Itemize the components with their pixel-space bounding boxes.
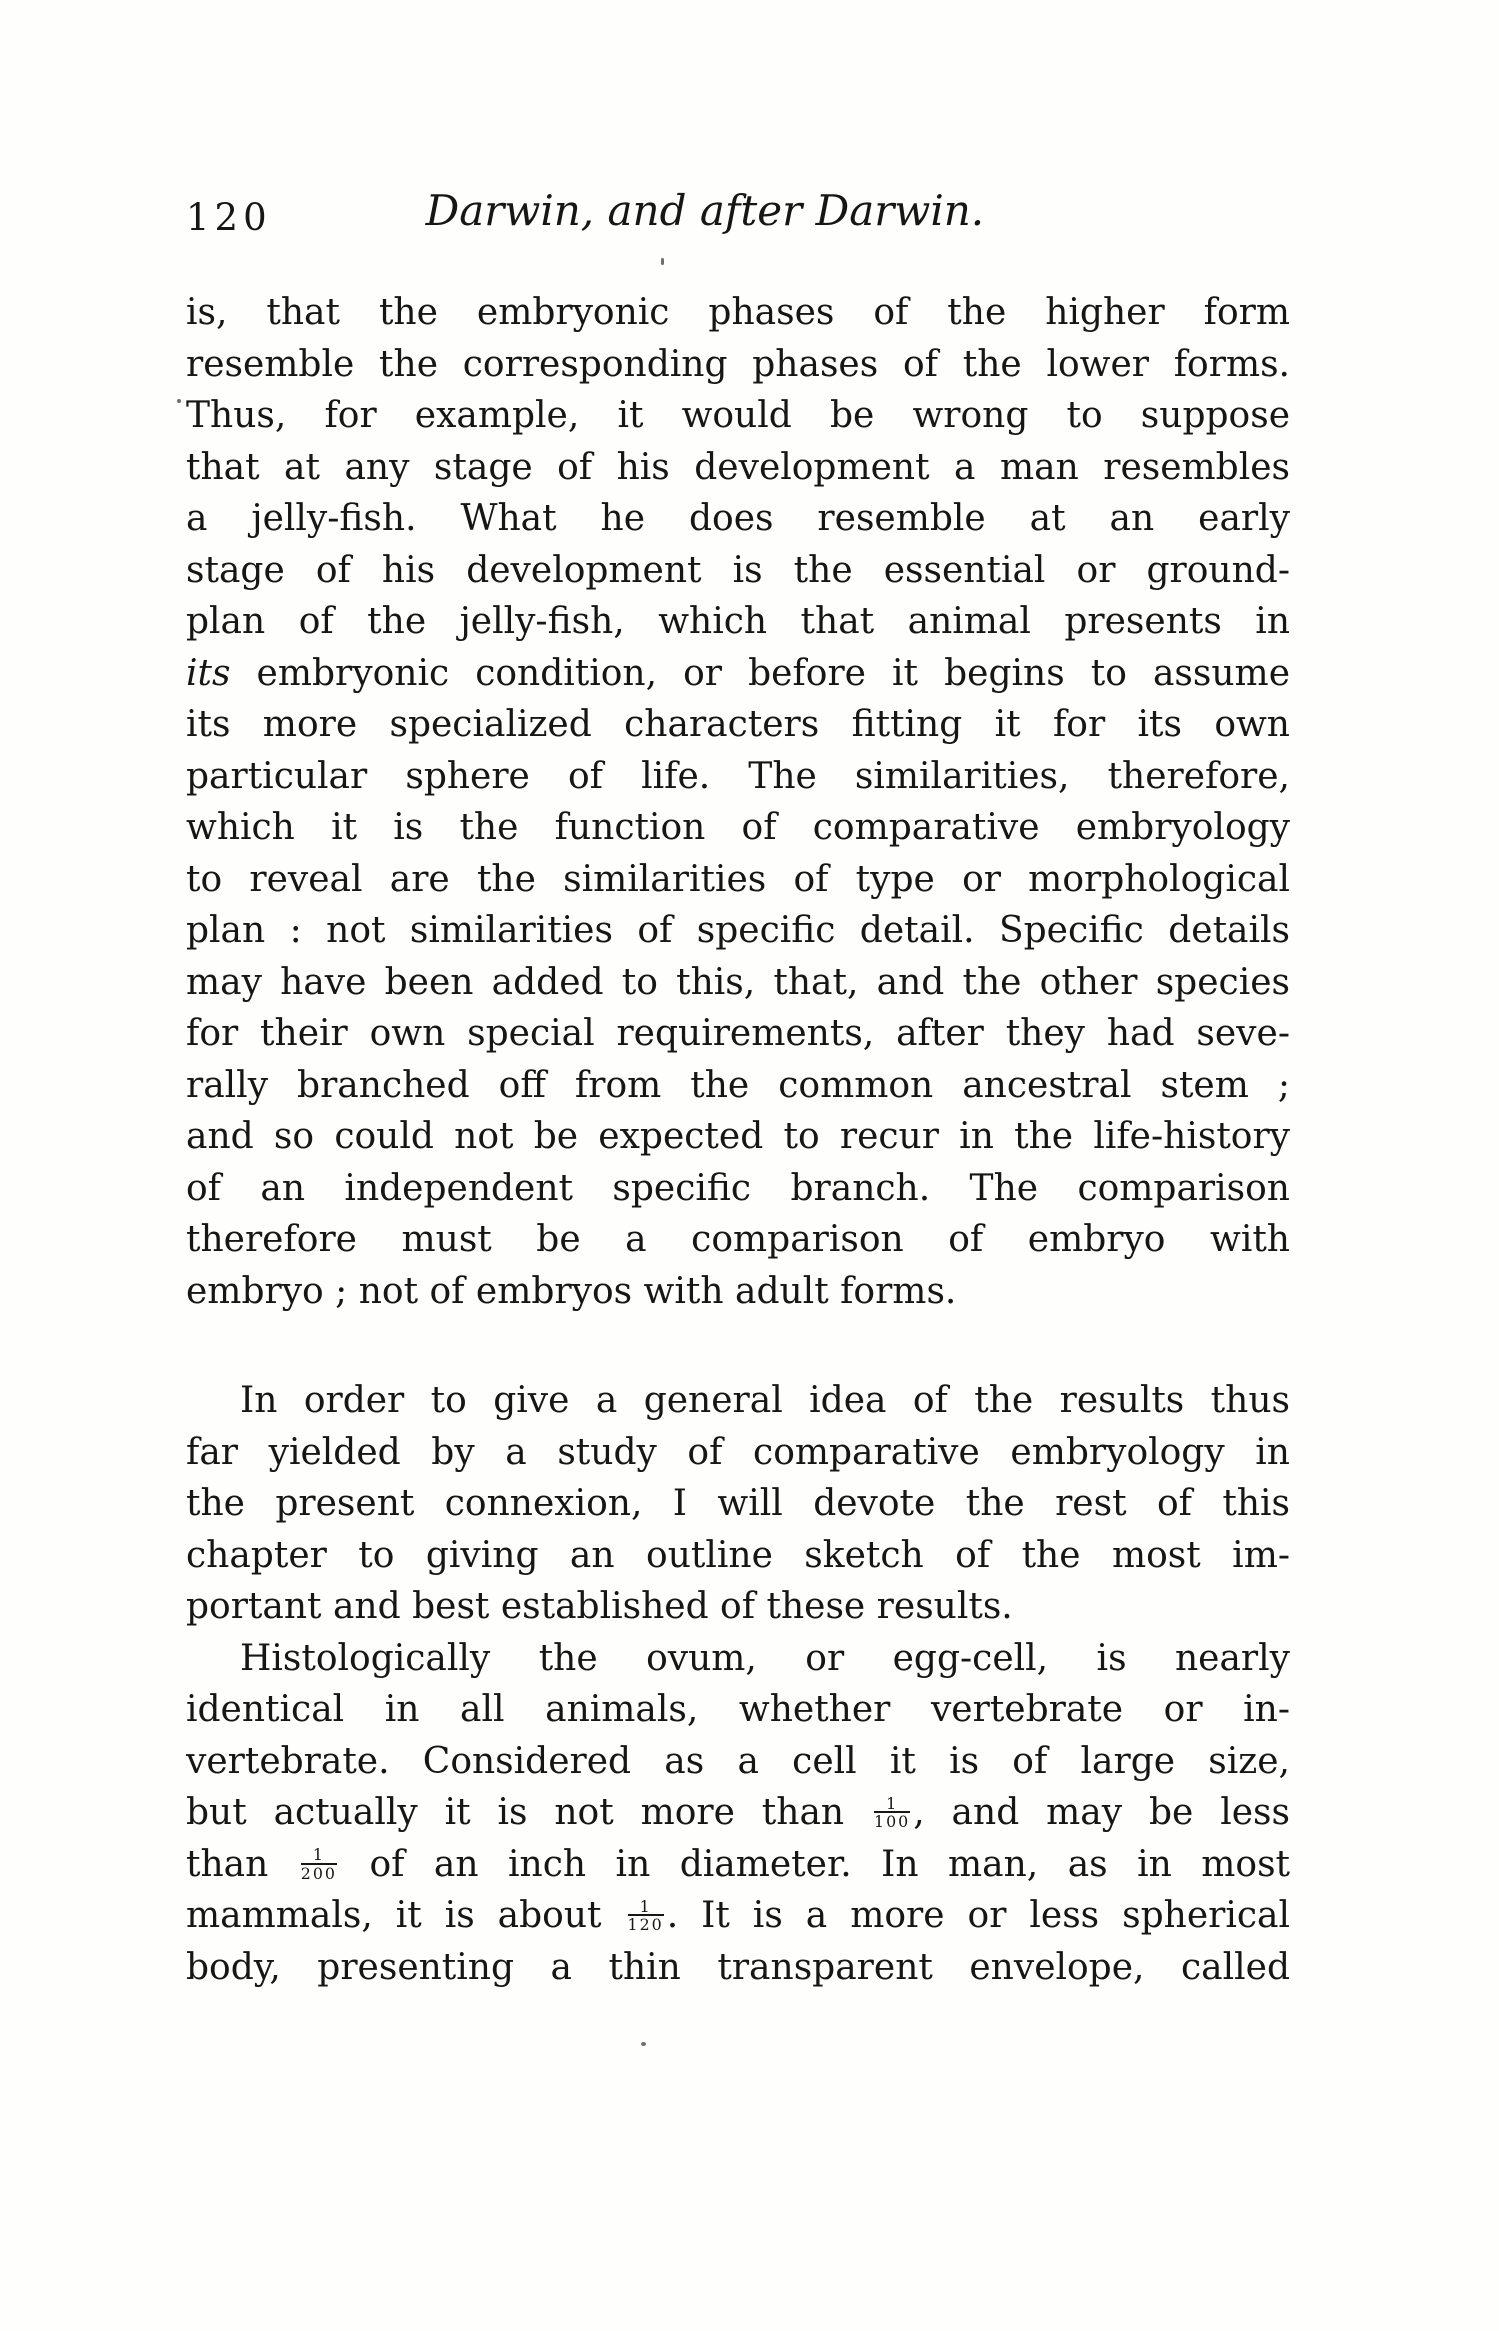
body-text: resemble the corresponding phases of the lower forms. xyxy=(186,343,1290,385)
text-line xyxy=(186,390,1290,442)
text-line xyxy=(186,751,1290,803)
body-text: than xyxy=(186,1843,298,1885)
text-line xyxy=(186,1633,1290,1685)
body-text: . It is a more or less spherical xyxy=(666,1895,1290,1936)
page-header xyxy=(186,186,1290,248)
text-line xyxy=(186,1942,1290,1994)
text-line xyxy=(186,854,1290,906)
body-text: a jelly-fish. What he does resemble at an early xyxy=(186,498,1290,539)
text-line xyxy=(186,1478,1290,1530)
text-line xyxy=(186,1581,1290,1633)
text-line xyxy=(186,1787,1290,1839)
text-line xyxy=(186,699,1290,751)
text-line xyxy=(186,493,1290,545)
body-text: mammals, it is about xyxy=(186,1895,625,1936)
text-line xyxy=(186,1111,1290,1163)
body-text: , and may be less xyxy=(913,1792,1290,1833)
text-line xyxy=(186,802,1290,854)
text-line xyxy=(186,1214,1290,1266)
text-line xyxy=(186,1375,1290,1427)
inline-fraction: $\frac{1}{100}$ xyxy=(874,1793,911,1832)
body-text: particular sphere of life. The similarities, therefore, xyxy=(186,755,1290,797)
inline-fraction: $\frac{1}{200}$ xyxy=(300,1845,337,1883)
text-line xyxy=(186,1684,1290,1736)
body-text: and so could not be expected to recur in the life-history xyxy=(186,1116,1290,1157)
body-text: of an inch in diameter. In man, as in most xyxy=(340,1843,1290,1885)
body-text: plan : not similarities of specific detail. Specific details xyxy=(186,910,1290,951)
scan-artifact-dot xyxy=(177,399,181,403)
paragraph xyxy=(186,287,1290,1317)
italic-text: its xyxy=(186,652,231,694)
text-line xyxy=(186,1427,1290,1479)
body-text: for their own special requirements, after they had seve- xyxy=(186,1013,1290,1054)
scan-artifact-dot xyxy=(661,258,664,265)
body-text: far yielded by a study of comparative embryology in xyxy=(186,1431,1290,1473)
text-line xyxy=(186,287,1290,339)
text-line xyxy=(186,957,1290,1009)
text-line xyxy=(186,339,1290,391)
scan-artifact-dot xyxy=(641,2042,646,2046)
body-text: Thus, for example, it would be wrong to suppose xyxy=(186,395,1290,436)
body-text: embryo ; not of embryos with adult forms. xyxy=(186,1270,957,1312)
body-text: of an independent specific branch. The comparison xyxy=(186,1167,1290,1209)
body-text: the present connexion, I will devote the rest of this xyxy=(186,1483,1290,1524)
text-line xyxy=(186,1530,1290,1582)
body-text: In order to give a general idea of the results thus xyxy=(240,1380,1290,1421)
body-text: may have been added to this, that, and the other species xyxy=(186,961,1290,1003)
body-text: therefore must be a comparison of embryo with xyxy=(186,1219,1290,1260)
inline-fraction: $\frac{1}{120}$ xyxy=(627,1896,664,1935)
body-text: embryonic condition, or before it begins to assume xyxy=(230,652,1290,694)
body-text: its more specialized characters fitting it for its own xyxy=(186,704,1290,745)
body-text: that at any stage of his development a man resembles xyxy=(186,446,1290,488)
text-line xyxy=(186,1008,1290,1060)
body-text: chapter to giving an outline sketch of the most im- xyxy=(186,1534,1290,1576)
running-title: Darwin, and after Darwin. xyxy=(425,186,985,235)
text-line xyxy=(186,1163,1290,1215)
body-text: identical in all animals, whether vertebrate or in- xyxy=(186,1689,1290,1730)
text-line xyxy=(186,442,1290,494)
body-text: to reveal are the similarities of type or morphological xyxy=(186,858,1290,900)
body-text: rally branched off from the common ancestral stem ; xyxy=(186,1064,1290,1106)
body-text: body, presenting a thin transparent envelope, called xyxy=(186,1946,1290,1988)
body-text: portant and best established of these results. xyxy=(186,1586,1013,1627)
body-text: but actually it is not more than xyxy=(186,1792,871,1833)
body-text: plan of the jelly-fish, which that animal presents in xyxy=(186,601,1290,642)
body-text: which it is the function of comparative embryology xyxy=(186,807,1290,848)
text-line xyxy=(186,1736,1290,1788)
text-line xyxy=(186,545,1290,597)
text-line xyxy=(186,905,1290,957)
body-text: vertebrate. Considered as a cell it is of large size, xyxy=(186,1740,1290,1782)
text-line xyxy=(186,1890,1290,1942)
text-line xyxy=(186,596,1290,648)
paragraph xyxy=(186,1375,1290,1633)
body-text: stage of his development is the essential or ground- xyxy=(186,549,1290,591)
body-text: Histologically the ovum, or egg-cell, is nearly xyxy=(240,1637,1290,1679)
body-text: is, that the embryonic phases of the higher form xyxy=(186,292,1290,333)
page-number: 120 xyxy=(186,196,272,239)
text-block xyxy=(186,287,1290,1993)
text-line xyxy=(186,1060,1290,1112)
text-line xyxy=(186,648,1290,700)
text-line xyxy=(186,1266,1290,1318)
paragraph xyxy=(186,1633,1290,1994)
text-line xyxy=(186,1839,1290,1891)
